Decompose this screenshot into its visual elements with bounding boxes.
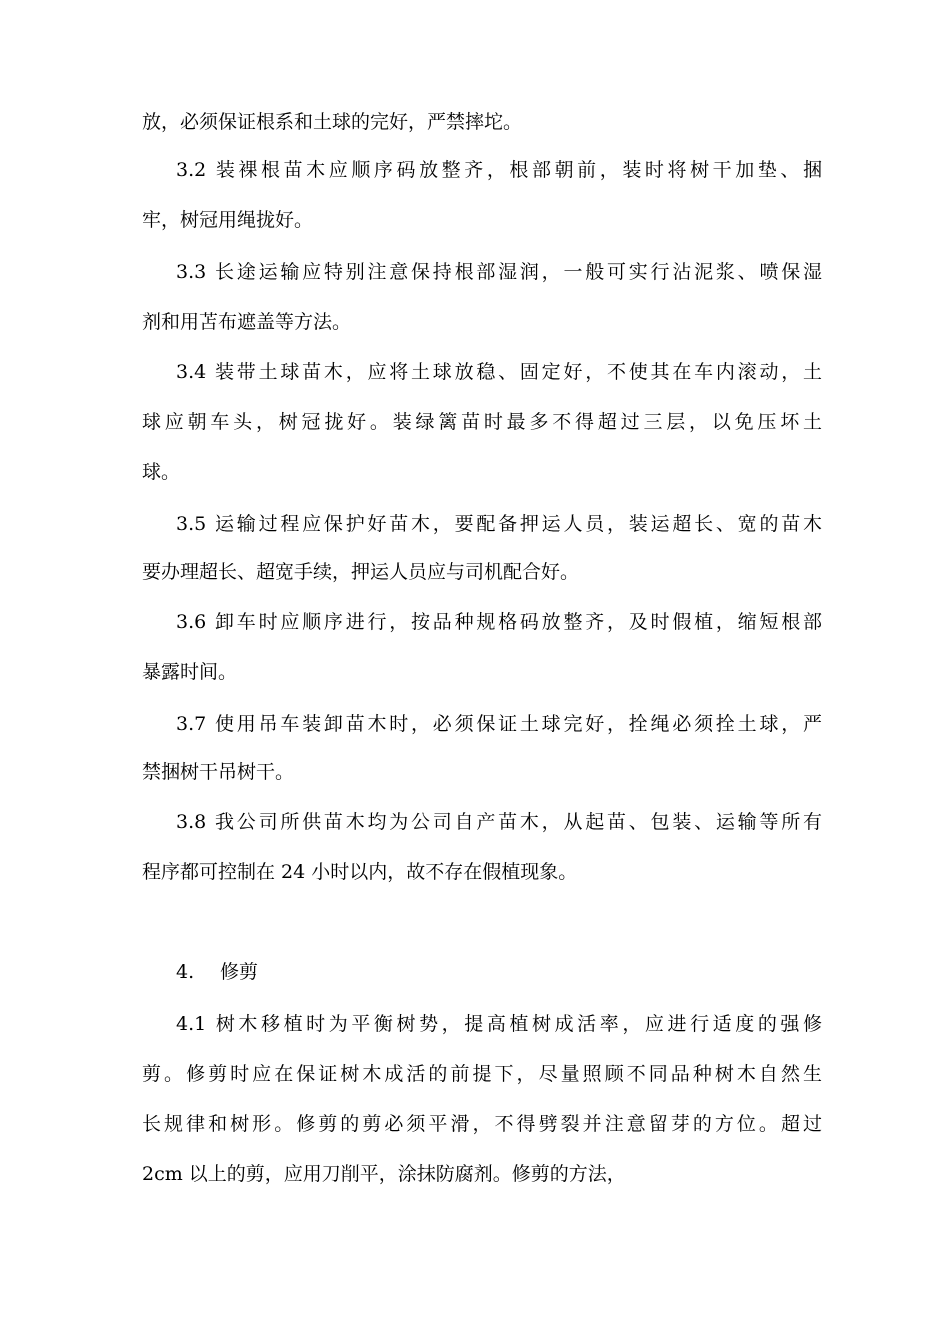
text-line: 禁捆树干吊树干。 <box>142 761 295 783</box>
text-line: 暴露时间。 <box>142 661 238 683</box>
text-line: 剪。修剪时应在保证树木成活的前提下，尽量照顾不同品种树木自然生 <box>142 1063 822 1085</box>
text-line: 3.7 使用吊车装卸苗木时，必须保证土球完好，拴绳必须拴土球，严 <box>176 713 822 735</box>
text-line: 长规律和树形。修剪的剪必须平滑，不得劈裂并注意留芽的方位。超过 <box>142 1113 822 1135</box>
text-line: 3.4 装带土球苗木，应将土球放稳、固定好，不使其在车内滚动，土 <box>176 361 822 383</box>
text-line: 4.1 树木移植时为平衡树势，提高植树成活率，应进行适度的强修 <box>176 1013 822 1035</box>
text-line: 3.8 我公司所供苗木均为公司自产苗木，从起苗、包装、运输等所有 <box>176 811 822 833</box>
text-line: 3.6 卸车时应顺序进行，按品种规格码放整齐，及时假植，缩短根部 <box>176 611 822 633</box>
section-title: 修剪 <box>220 961 259 983</box>
text-line: 放，必须保证根系和土球的完好，严禁摔坨。 <box>142 111 523 133</box>
text-line: 剂和用苫布遮盖等方法。 <box>142 311 352 333</box>
text-line: 3.3 长途运输应特别注意保持根部湿润，一般可实行沾泥浆、喷保湿 <box>176 261 822 283</box>
text-line: 要办理超长、超宽手续，押运人员应与司机配合好。 <box>142 561 580 583</box>
text-line: 2cm 以上的剪，应用刀削平，涂抹防腐剂。修剪的方法， <box>142 1163 626 1185</box>
text-line: 3.2 装裸根苗木应顺序码放整齐，根部朝前，装时将树干加垫、捆 <box>176 159 822 181</box>
text-line: 牢，树冠用绳拢好。 <box>142 209 314 231</box>
text-line: 球。 <box>142 461 181 483</box>
text-line: 3.5 运输过程应保护好苗木，要配备押运人员，装运超长、宽的苗木 <box>176 513 822 535</box>
section-number: 4. <box>176 961 195 983</box>
text-line: 程序都可控制在 24 小时以内，故不存在假植现象。 <box>142 861 578 883</box>
text-line: 球应朝车头，树冠拢好。装绿篱苗时最多不得超过三层，以免压坏土 <box>142 411 822 433</box>
